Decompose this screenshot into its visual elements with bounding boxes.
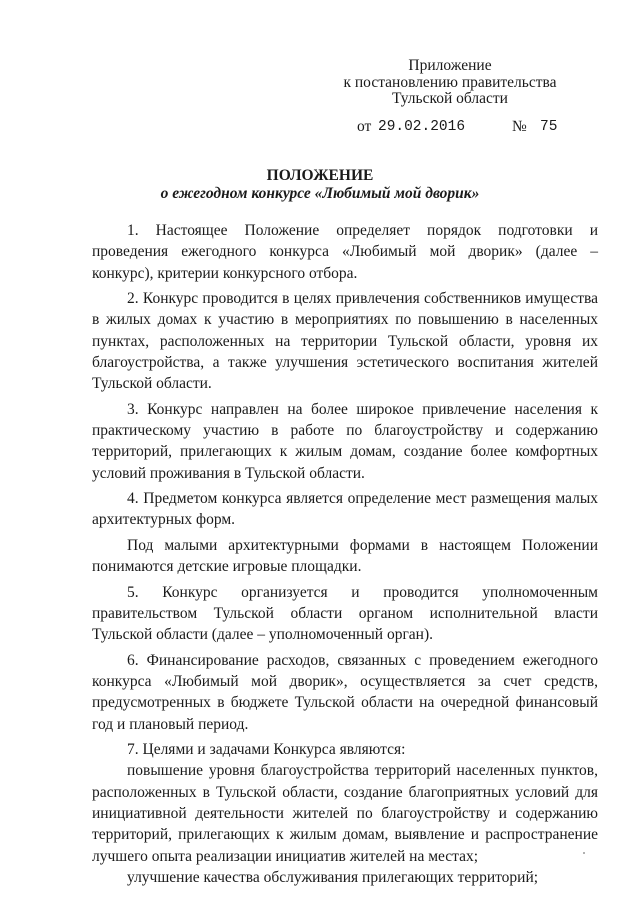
document-subtitle: о ежегодном конкурсе «Любимый мой дворик» bbox=[160, 185, 480, 202]
paragraph-4-note: Под малыми архитектурными формами в настоящем Положении понимаются детские игровые площадки. bbox=[92, 536, 598, 576]
paragraph-7: 7. Целями и задачами Конкурса являются: bbox=[127, 741, 406, 759]
scan-speck bbox=[583, 852, 585, 854]
appendix-line-2: к постановлению правительства bbox=[343, 73, 557, 91]
number-sign: № bbox=[512, 118, 527, 135]
paragraph-7-goal-2: улучшение качества обслуживания прилегающих территорий; bbox=[127, 868, 539, 886]
appendix-line-3: Тульской области bbox=[392, 90, 508, 107]
paragraph-4: 4. Предметом конкурса является определение мест размещения малых архитектурных форм. bbox=[92, 490, 598, 529]
document-title: ПОЛОЖЕНИЕ bbox=[266, 167, 374, 184]
appendix-header bbox=[300, 58, 600, 108]
document-body bbox=[92, 220, 598, 888]
appendix-line-1: Приложение bbox=[408, 57, 492, 74]
paragraph-5: 5. Конкурс организуется и проводится уполномоченным правительством Тульской области органом исполнительной власти Тульской области (далее – уполномоченный орган). bbox=[92, 583, 598, 644]
document-date: 29.02.2016 bbox=[378, 119, 466, 135]
paragraph-7-goal-1: повышение уровня благоустройства территорий населенных пунктов, расположенных в Тульской области, создание благоприятных условий для инициативной деятельности жителей по благоустройству и содержанию территорий, прилегающих к жилым домам, выявление и распространение лучшего опыта реализации инициатив жителей на местах; bbox=[92, 762, 598, 865]
paragraph-1: 1. Настоящее Положение определяет порядок подготовки и проведения ежегодного конкурса «Любимый мой дворик» (далее – конкурс), критерии конкурсного отбора. bbox=[92, 222, 598, 282]
paragraph-2: 2. Конкурс проводится в целях привлечения собственников имущества в жилых домах к участию в мероприятиях по повышению в населенных пунктах, расположенных на территории Тульской области, уровня их благоустройства, а также улучшения эстетического воспитания жителей Тульской области. bbox=[92, 290, 598, 393]
paragraph-6: 6. Финансирование расходов, связанных с проведением ежегодного конкурса «Любимый мой дворик», осуществляется за счет средств, предусмотренных в бюджете Тульской области на очередной финансовый год и плановый период. bbox=[92, 651, 598, 733]
paragraph-3: 3. Конкурс направлен на более широкое привлечение населения к практическому участию в работе по благоустройству и содержанию территорий, прилегающих к жилым домам, создание более комфортных условий проживания в Тульской области. bbox=[92, 400, 598, 482]
document-number: 75 bbox=[540, 119, 558, 135]
date-prefix: от bbox=[357, 118, 372, 135]
